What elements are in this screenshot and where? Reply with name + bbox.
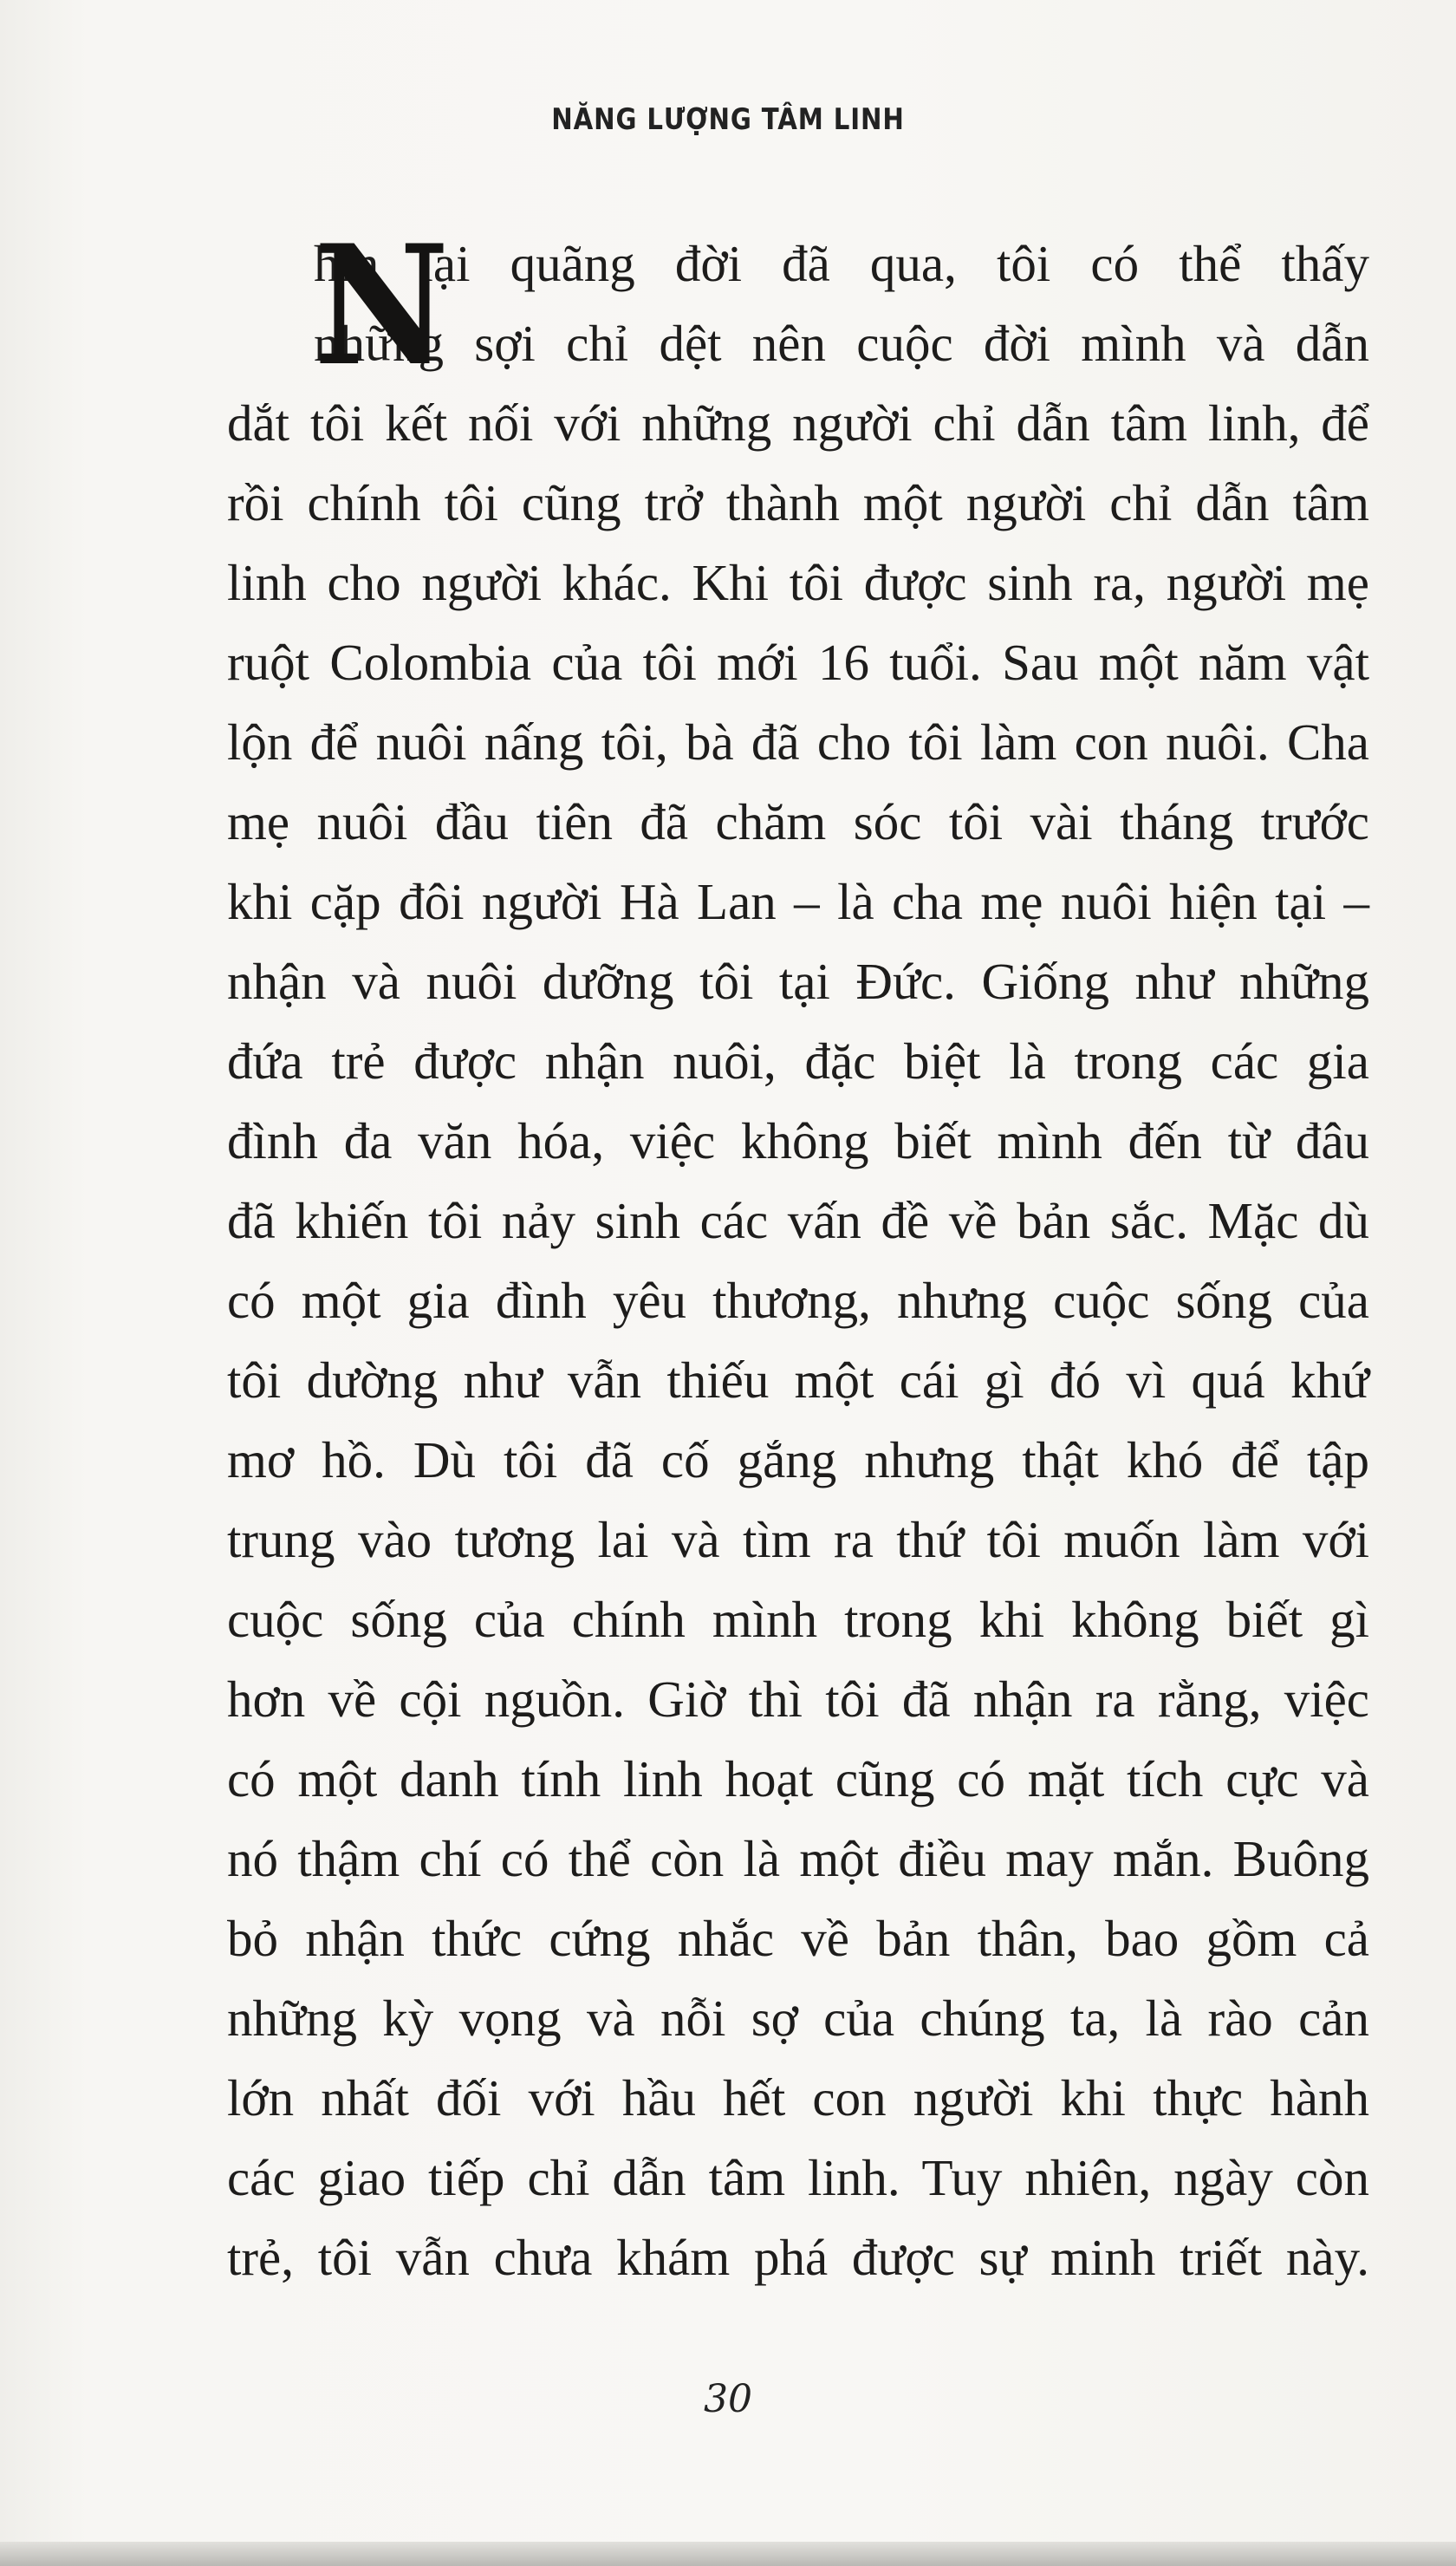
text-line: các giao tiếp chỉ dẫn tâm linh. Tuy nhiên, ngày còn — [227, 2149, 1369, 2206]
text-line: rồi chính tôi cũng trở thành một người chỉ dẫn tâm — [227, 474, 1369, 531]
page-number: 30 — [704, 2377, 752, 2421]
text-line: nhận và nuôi dưỡng tôi tại Đức. Giống như những — [227, 953, 1369, 1010]
text-line: linh cho người khác. Khi tôi được sinh ra, người mẹ — [227, 554, 1369, 611]
text-line: lớn nhất đối với hầu hết con người khi thực hành — [227, 2069, 1369, 2126]
drop-cap: N — [314, 209, 450, 402]
text-line: những kỳ vọng và nỗi sợ của chúng ta, là rào cản — [227, 1990, 1369, 2047]
text-line: hìn lại quãng đời đã qua, tôi có thể thấy — [314, 235, 1369, 292]
text-line: đình đa văn hóa, việc không biết mình đến từ đâu — [227, 1112, 1369, 1169]
text-line: tôi dường như vẫn thiếu một cái gì đó vì quá khứ — [227, 1351, 1369, 1409]
text-line: trung vào tương lai và tìm ra thứ tôi muốn làm với — [227, 1511, 1369, 1568]
drop-cap-lead — [227, 209, 1369, 402]
body-paragraph — [227, 209, 1369, 2297]
text-line: cuộc sống của chính mình trong khi không biết gì — [227, 1591, 1369, 1648]
text-line: trẻ, tôi vẫn chưa khám phá được sự minh triết này. — [227, 2229, 1369, 2286]
text-line: bỏ nhận thức cứng nhắc về bản thân, bao gồm cả — [227, 1910, 1369, 1967]
text-line: lộn để nuôi nấng tôi, bà đã cho tôi làm con nuôi. Cha — [227, 713, 1369, 771]
text-line: mẹ nuôi đầu tiên đã chăm sóc tôi vài tháng trước — [227, 793, 1369, 850]
text-line: những sợi chỉ dệt nên cuộc đời mình và dẫn — [314, 315, 1369, 372]
text-line: có một danh tính linh hoạt cũng có mặt tích cực và — [227, 1750, 1369, 1807]
running-header: NĂNG LƯỢNG TÂM LINH — [551, 102, 905, 137]
page-edge-shadow — [0, 2542, 1456, 2566]
text-line: khi cặp đôi người Hà Lan – là cha mẹ nuôi hiện tại – — [227, 873, 1369, 930]
text-line: đã khiến tôi nảy sinh các vấn đề về bản sắc. Mặc dù — [227, 1192, 1369, 1249]
text-line: có một gia đình yêu thương, nhưng cuộc sống của — [227, 1272, 1369, 1329]
text-line: ruột Colombia của tôi mới 16 tuổi. Sau một năm vật — [227, 634, 1369, 691]
text-line: đứa trẻ được nhận nuôi, đặc biệt là trong các gia — [227, 1032, 1369, 1090]
text-line: dắt tôi kết nối với những người chỉ dẫn tâm linh, để — [227, 394, 1369, 452]
text-line: hơn về cội nguồn. Giờ thì tôi đã nhận ra rằng, việc — [227, 1671, 1369, 1728]
text-line: mơ hồ. Dù tôi đã cố gắng nhưng thật khó để tập — [227, 1431, 1369, 1488]
text-line: nó thậm chí có thể còn là một điều may mắn. Buông — [227, 1830, 1369, 1887]
